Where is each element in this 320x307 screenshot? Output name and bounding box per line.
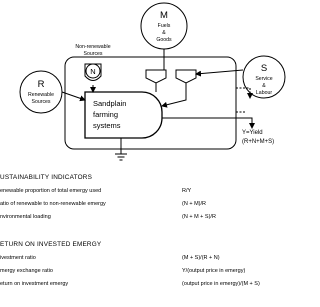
system-line-3: systems: [93, 121, 121, 130]
sustainability-row-2-formula: (N + M)/R: [182, 201, 206, 207]
service-interaction-symbol: [176, 70, 196, 83]
sustainability-row-3-formula: (N + M + S)/R: [182, 214, 216, 220]
fuels-goods-source: [141, 3, 187, 49]
fuels-goods-symbol: M: [160, 10, 168, 21]
service-labour-line-2: &: [262, 83, 266, 89]
nonrenewable-label-1: Non-renewable: [75, 44, 111, 50]
sustainability-row-2-label: atio of renewable to non-renewable emergy: [0, 201, 106, 207]
fuels-goods-line-2: &: [162, 30, 166, 36]
system-line-2: farming: [93, 110, 119, 119]
return-row-1-label: ivestment ratio: [0, 255, 36, 261]
sustainability-heading: USTAINABILITY INDICATORS: [0, 174, 93, 181]
service-labour-line-1: Service: [255, 76, 273, 82]
fuels-goods-line-1: Fuels: [157, 23, 171, 29]
renewable-line-1: Renewable: [28, 92, 54, 98]
return-row-1-formula: (M + S)/(R + N): [182, 255, 220, 261]
fuels-interaction-symbol: [146, 70, 166, 83]
sustainability-row-3-label: nvironmental loading: [0, 214, 51, 220]
sustainability-row-1-label: enewable proportion of total emergy used: [0, 188, 102, 194]
nonrenewable-storage: [85, 64, 101, 81]
renewable-line-2: Sources: [31, 99, 51, 105]
return-row-2-formula: Y/(output price in emergy): [182, 268, 246, 274]
nonrenewable-symbol: N: [90, 67, 96, 76]
service-labour-source: [243, 56, 285, 98]
yield-label: Y=Yield: [242, 130, 263, 136]
return-row-3-label: eturn on investment emergy: [0, 281, 69, 287]
flow-yield: [162, 118, 252, 128]
return-row-3-formula: (output price in emergy)/(M + S): [182, 281, 260, 287]
nonrenewable-label-2: Sources: [83, 51, 103, 57]
fuels-goods-line-3: Goods: [156, 37, 172, 43]
return-heading: ETURN ON INVESTED EMERGY: [0, 241, 102, 248]
renewable-symbol: R: [37, 79, 45, 90]
renewable-source: [20, 71, 62, 113]
yield-formula: (R+N+M+S): [242, 139, 275, 145]
return-row-2-label: mergy exchange ratio: [0, 268, 53, 274]
sustainability-indicators: [0, 174, 216, 220]
sustainability-row-1-formula: R/Y: [182, 188, 192, 194]
flow-service-to-unit: [162, 83, 186, 106]
heat-sink-icon: [115, 154, 127, 160]
system-line-1: Sandplain: [93, 99, 127, 108]
return-indicators: [0, 241, 260, 287]
service-labour-line-3: Labour: [255, 90, 273, 96]
service-labour-symbol: S: [260, 63, 268, 74]
